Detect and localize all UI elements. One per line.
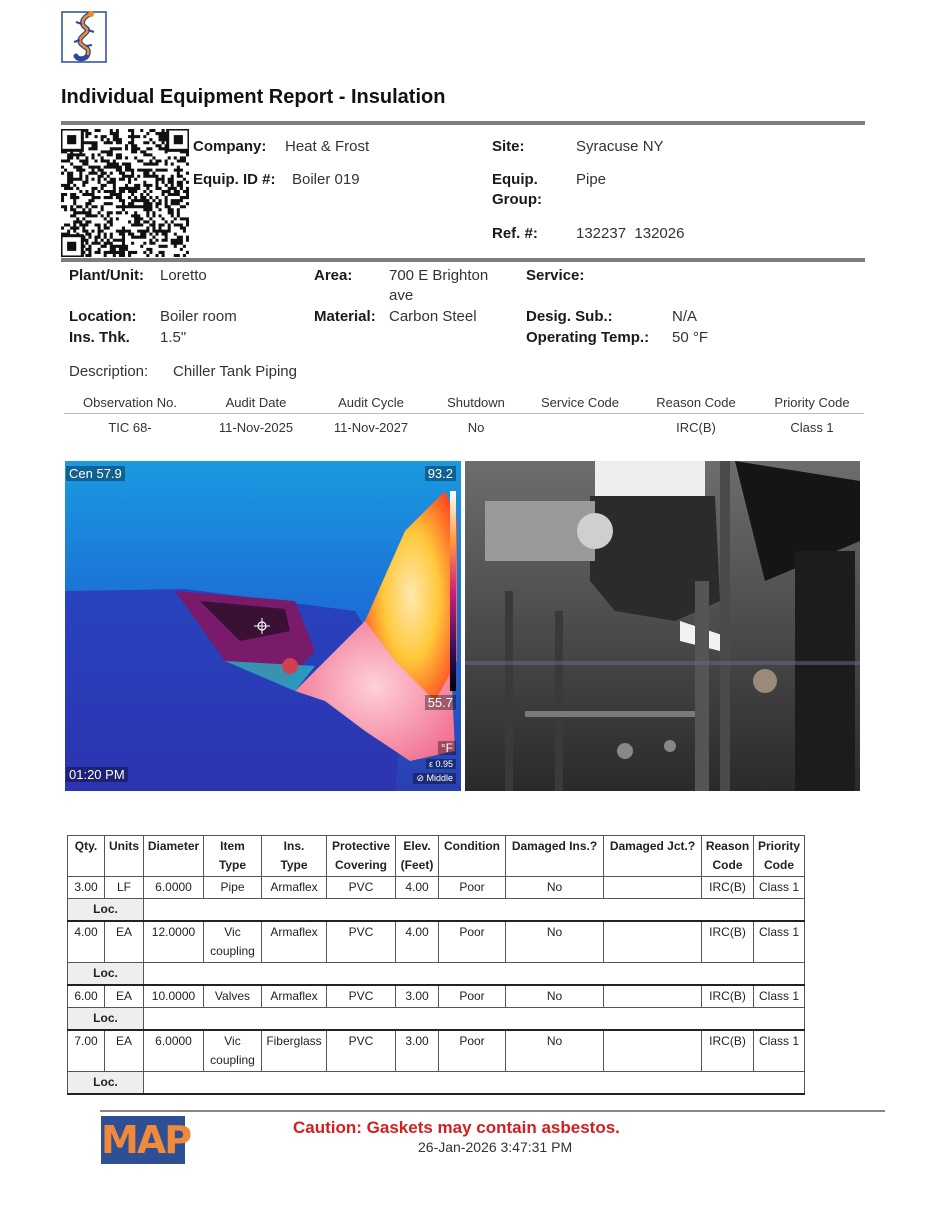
- company-label: Company:: [193, 138, 267, 155]
- loc-label: Loc.: [68, 899, 144, 922]
- cell-item-type: Vic coupling: [204, 921, 262, 963]
- table-row: [68, 921, 805, 963]
- page-title: Individual Equipment Report - Insulation: [61, 86, 446, 108]
- col-qty: Qty.: [68, 836, 105, 877]
- cell-item-type: Vic coupling: [204, 1030, 262, 1072]
- cell-damaged-ins: No: [506, 985, 604, 1008]
- cell-qty: 6.00: [68, 985, 105, 1008]
- cell-covering: PVC: [327, 1030, 396, 1072]
- equipment-photo: [465, 461, 860, 791]
- cell-diameter: 12.0000: [144, 921, 204, 963]
- cell-damaged-jct: [604, 877, 702, 899]
- header-bottom-rule: [61, 258, 865, 262]
- operating-temp-value: 50 °F: [672, 329, 709, 346]
- company-value: Heat & Frost: [285, 138, 370, 155]
- cell-item-type: Valves: [204, 985, 262, 1008]
- area-value-line1: 700 E Brighton: [389, 267, 489, 284]
- col-item-type: Item Type: [204, 836, 262, 877]
- cell-damaged-ins: No: [506, 877, 604, 899]
- table-row-loc: [68, 1008, 805, 1031]
- cell-qty: 7.00: [68, 1030, 105, 1072]
- col-priority-code: Priority Code: [754, 836, 805, 877]
- obs-value-reason-code: IRC(B): [676, 420, 716, 435]
- ins-thk-label: Ins. Thk.: [69, 329, 130, 346]
- desig-sub-label: Desig. Sub.:: [526, 308, 613, 325]
- plant-value: Loretto: [160, 267, 207, 284]
- cell-condition: Poor: [439, 985, 506, 1008]
- col-reason-code: Reason Code: [702, 836, 754, 877]
- cell-diameter: 6.0000: [144, 1030, 204, 1072]
- obs-value-observation-no: TIC 68-: [108, 420, 152, 435]
- col-units: Units: [105, 836, 144, 877]
- col-protective-covering: Protective Covering: [327, 836, 396, 877]
- header-top-rule: [61, 121, 865, 125]
- obs-value-audit-date: 11-Nov-2025: [218, 420, 294, 435]
- cell-covering: PVC: [327, 877, 396, 899]
- cell-ins-type: Armaflex: [262, 985, 327, 1008]
- material-label: Material:: [314, 308, 376, 325]
- material-value: Carbon Steel: [389, 308, 477, 325]
- obs-header-audit-date: Audit Date: [225, 395, 287, 410]
- table-row-loc: [68, 963, 805, 986]
- cell-diameter: 10.0000: [144, 985, 204, 1008]
- cell-diameter: 6.0000: [144, 877, 204, 899]
- map-logo: MAP: [101, 1118, 191, 1162]
- thermal-emissivity: ε 0.95: [426, 759, 456, 769]
- table-row-loc: [68, 1072, 805, 1095]
- loc-value: [144, 963, 805, 986]
- report-timestamp: 26-Jan-2026 3:47:31 PM: [418, 1139, 573, 1155]
- col-damaged-jct: Damaged Jct.?: [604, 836, 702, 877]
- footer-rule: [100, 1110, 885, 1112]
- cell-covering: PVC: [327, 985, 396, 1008]
- obs-header-shutdown: Shutdown: [447, 395, 505, 410]
- col-diameter: Diameter: [144, 836, 204, 877]
- obs-divider: [64, 413, 864, 414]
- equip-id-label: Equip. ID #:: [193, 171, 276, 188]
- cell-priority: Class 1: [754, 877, 805, 899]
- obs-header-reason-code: Reason Code: [656, 395, 736, 410]
- loc-label: Loc.: [68, 963, 144, 986]
- cell-qty: 3.00: [68, 877, 105, 899]
- description-label: Description:: [69, 363, 149, 380]
- table-row: [68, 1030, 805, 1072]
- table-row-loc: [68, 899, 805, 922]
- description-value: Chiller Tank Piping: [173, 363, 297, 380]
- thermal-max-reading: 93.2: [425, 466, 456, 481]
- cell-units: EA: [105, 921, 144, 963]
- ins-thk-value: 1.5": [160, 329, 187, 346]
- loc-label: Loc.: [68, 1008, 144, 1031]
- cell-priority: Class 1: [754, 985, 805, 1008]
- cell-priority: Class 1: [754, 921, 805, 963]
- equip-group-value: Pipe: [576, 171, 607, 188]
- obs-value-shutdown: No: [467, 420, 485, 435]
- loc-value: [144, 899, 805, 922]
- cell-units: EA: [105, 985, 144, 1008]
- table-row: [68, 985, 805, 1008]
- cell-ins-type: Armaflex: [262, 877, 327, 899]
- col-elev: Elev. (Feet): [396, 836, 439, 877]
- cell-reason: IRC(B): [702, 985, 754, 1008]
- thermal-center-reading: Cen 57.9: [66, 466, 125, 481]
- desig-sub-value: N/A: [672, 308, 698, 325]
- col-ins-type: Ins. Type: [262, 836, 327, 877]
- cell-damaged-ins: No: [506, 1030, 604, 1072]
- obs-value-priority-code: Class 1: [790, 420, 834, 435]
- service-label: Service:: [526, 267, 585, 284]
- thermal-image: [65, 461, 461, 791]
- obs-value-audit-cycle: 11-Nov-2027: [333, 420, 409, 435]
- cell-qty: 4.00: [68, 921, 105, 963]
- cell-units: LF: [105, 877, 144, 899]
- cell-elev: 4.00: [396, 921, 439, 963]
- loc-value: [144, 1008, 805, 1031]
- cell-condition: Poor: [439, 877, 506, 899]
- cell-ins-type: Fiberglass: [262, 1030, 327, 1072]
- cell-reason: IRC(B): [702, 877, 754, 899]
- location-value: Boiler room: [160, 308, 237, 325]
- equip-id-value: Boiler 019: [292, 171, 360, 188]
- cell-damaged-jct: [604, 1030, 702, 1072]
- cell-elev: 3.00: [396, 1030, 439, 1072]
- cell-priority: Class 1: [754, 1030, 805, 1072]
- col-condition: Condition: [439, 836, 506, 877]
- site-value: Syracuse NY: [576, 138, 664, 155]
- thermal-min-reading: 55.7: [425, 695, 456, 710]
- cell-condition: Poor: [439, 1030, 506, 1072]
- obs-header-service-code: Service Code: [540, 395, 620, 410]
- operating-temp-label: Operating Temp.:: [526, 329, 650, 346]
- loc-value: [144, 1072, 805, 1095]
- ref-label: Ref. #:: [492, 225, 538, 242]
- obs-header-priority-code: Priority Code: [774, 395, 850, 410]
- thermal-unit: °F: [438, 741, 456, 755]
- loc-label: Loc.: [68, 1072, 144, 1095]
- cell-ins-type: Armaflex: [262, 921, 327, 963]
- cell-covering: PVC: [327, 921, 396, 963]
- obs-header-observation-no: Observation No.: [83, 395, 177, 410]
- cell-damaged-jct: [604, 921, 702, 963]
- qr-code: [61, 129, 189, 257]
- cell-item-type: Pipe: [204, 877, 262, 899]
- cell-reason: IRC(B): [702, 921, 754, 963]
- plant-label: Plant/Unit:: [69, 267, 144, 284]
- items-table: [67, 835, 805, 1095]
- cell-reason: IRC(B): [702, 1030, 754, 1072]
- ref-value: 132237 132026: [576, 225, 685, 242]
- cell-damaged-ins: No: [506, 921, 604, 963]
- caution-text: Caution: Gaskets may contain asbestos.: [293, 1118, 620, 1137]
- cell-damaged-jct: [604, 985, 702, 1008]
- company-logo: [60, 8, 110, 66]
- equip-group-label-line2: Group:: [492, 191, 542, 208]
- area-value-line2: ave: [389, 287, 414, 304]
- site-label: Site:: [492, 138, 525, 155]
- equip-group-label-line1: Equip.: [492, 171, 538, 188]
- cell-condition: Poor: [439, 921, 506, 963]
- area-label: Area:: [314, 267, 353, 284]
- obs-header-audit-cycle: Audit Cycle: [338, 395, 404, 410]
- cell-elev: 3.00: [396, 985, 439, 1008]
- location-label: Location:: [69, 308, 137, 325]
- thermal-mode: ⊘ Middle: [413, 773, 456, 784]
- thermal-timestamp: 01:20 PM: [66, 767, 128, 782]
- table-row: [68, 877, 805, 899]
- cell-units: EA: [105, 1030, 144, 1072]
- cell-elev: 4.00: [396, 877, 439, 899]
- col-damaged-ins: Damaged Ins.?: [506, 836, 604, 877]
- items-table-header: [68, 836, 805, 877]
